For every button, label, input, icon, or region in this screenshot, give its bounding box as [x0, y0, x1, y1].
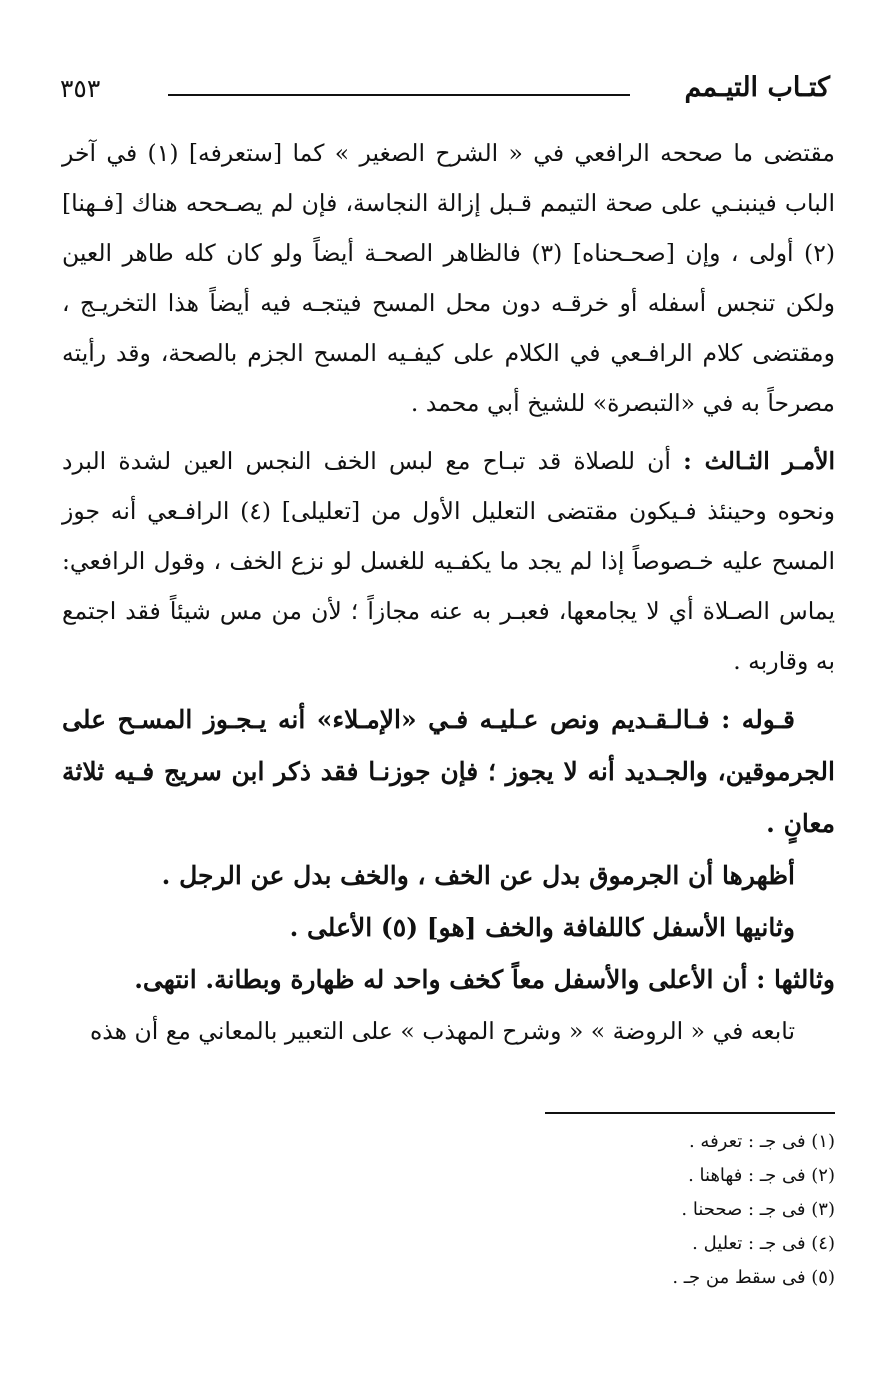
meaning-2: وثانيها الأسفل كاللفافة والخف [هو] (٥) الأعلى . [289, 913, 795, 942]
quoted-statement: قـوله : فـالـقـديم ونص عـليـه فـي «الإمـلاء» أنه يـجـوز المسـح على الجرموقين، والجـديد أنه لا يجوز ؛ فإن جوزنـا فقد ذكر ابن سريج فـيه ثلاثة معانٍ . [62, 705, 835, 838]
chapter-title: كتـاب التيـمم [684, 72, 830, 103]
paragraph-2 [62, 436, 835, 686]
paragraph-3: تابعه في « الروضة » « وشرح المهذب » على التعبير بالمعاني مع أن هذه [89, 1017, 795, 1045]
paragraph-2-heading: الأمـر الثـالث : [683, 447, 835, 475]
footnote: (٢) فى جـ : فهاهنا . [688, 1165, 835, 1186]
header-rule [168, 94, 630, 96]
paragraph-1: مقتضى ما صححه الرافعي في « الشرح الصغير » كما [ستعرفه] (١) في آخر الباب فينبنـي على صحة التيمم قـبل إزالة النجاسة، فإن لم يصـححه هناك [فـهنا](٢) أولى ، وإن [صحـحناه] (٣) فالظاهر الصحـة أيضاً ولو كان كله طاهر العين ولكن تنجس أسفله أو خرقـه دون محل المسح فيتجـه فيه أيضاً هذا التخريـج ، ومقتضى كلام الرافـعي في الكلام على كيفـيه المسح الجزم بالصحة، وقد رأيته مصرحاً به في «التبصرة» للشيخ أبي محمد . [62, 139, 835, 417]
running-header [60, 70, 830, 110]
footnote: (٥) فى سقط من جـ . [672, 1267, 835, 1288]
footnote-rule [545, 1112, 835, 1114]
footnotes [200, 1125, 835, 1295]
meaning-3: وثالثها : أن الأعلى والأسفل معاً كخف واحد له ظهارة وبطانة. انتهى. [134, 965, 835, 994]
main-text [62, 128, 835, 1056]
footnote: (٣) فى جـ : صححنا . [681, 1199, 835, 1220]
footnote: (٤) فى جـ : تعليل . [692, 1233, 835, 1254]
footnote: (١) فى جـ : تعرفه . [688, 1131, 835, 1152]
paragraph-2-text: أن للصلاة قد تبـاح مع لبس الخف النجس العين لشدة البرد ونحوه وحينئذ فـيكون مقتضى التعليل الأول من [تعليلى] (٤) الرافـعي أنه جوز المسح عليه خـصوصاً إذا لم يجد ما يكفـيه للغسل لو نزع الخف ، وقول الرافعي: يماس الصـلاة أي لا يجامعها، فعبـر به عنه مجازاً ؛ لأن من مس شيئاً فقد اجتمع به وقاربه . [62, 447, 835, 675]
page-number: ٣٥٣ [60, 74, 101, 103]
meaning-1: أظهرها أن الجرموق بدل عن الخف ، والخف بدل عن الرجل . [161, 861, 795, 890]
